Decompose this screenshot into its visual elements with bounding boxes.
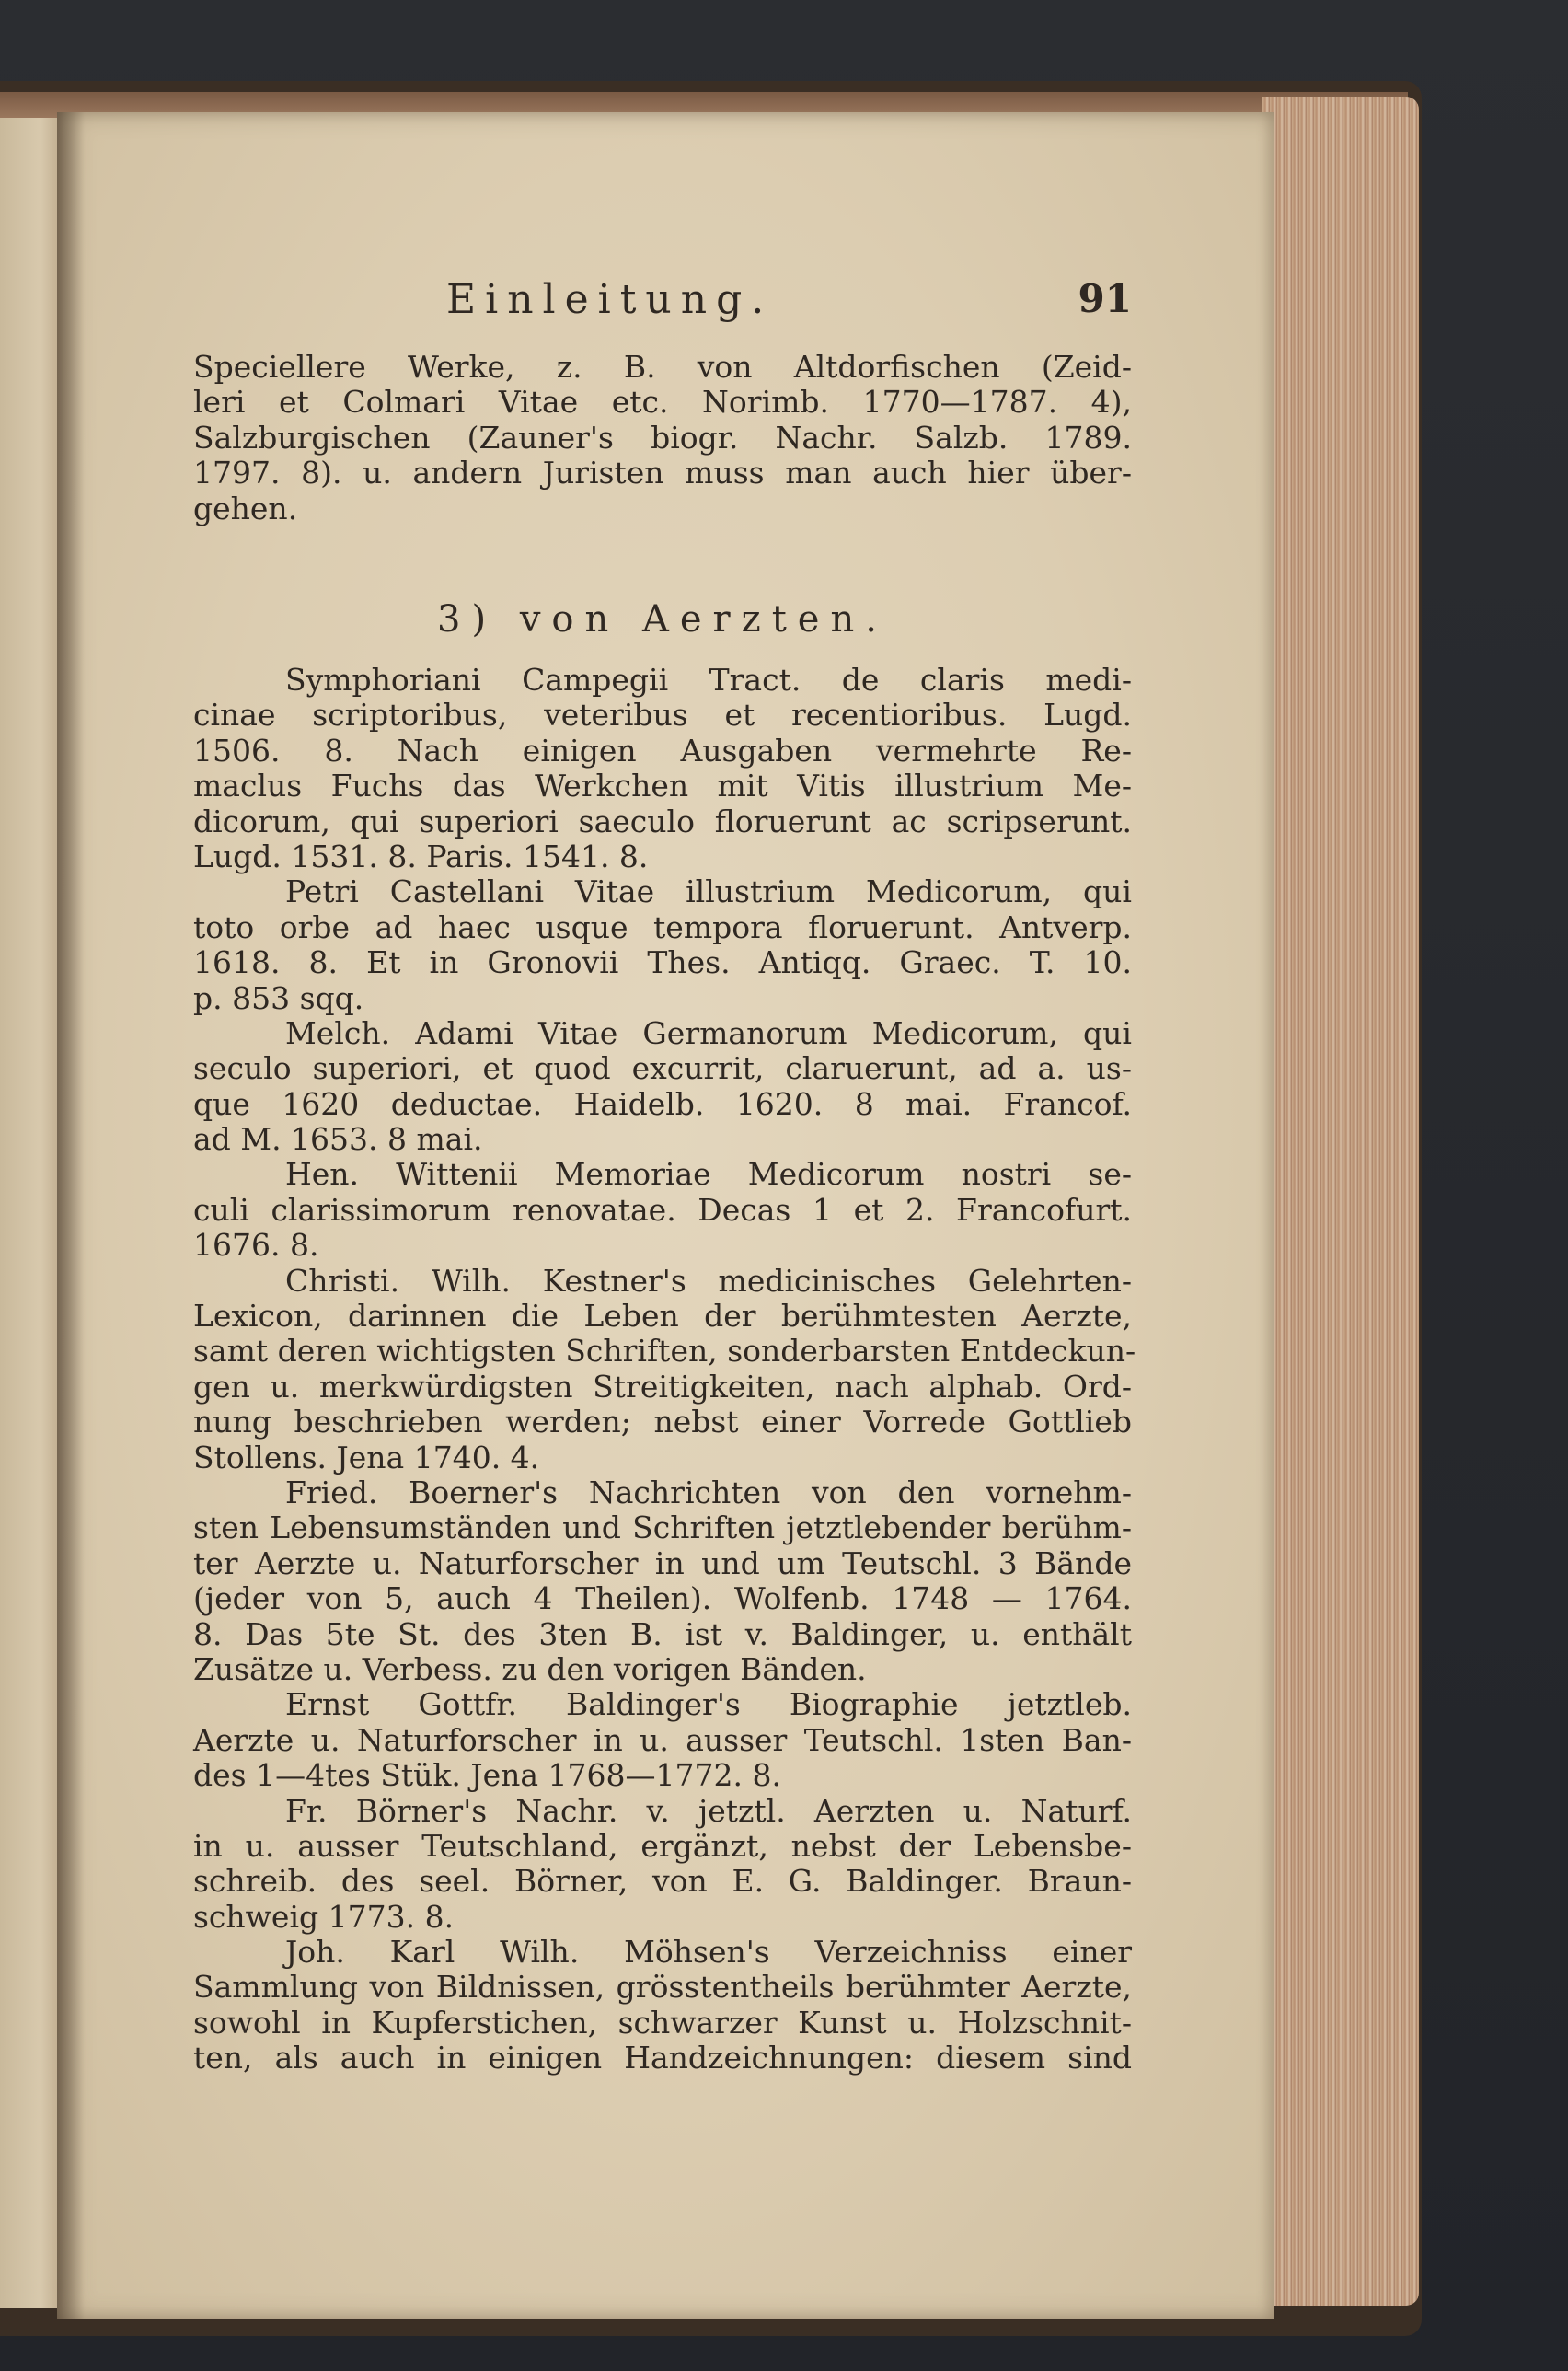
text-line: Stollens. Jena 1740. 4.: [193, 1439, 540, 1475]
text-line: leri et Colmari Vitae etc. Norimb. 1770—1787. 4),: [193, 384, 1132, 421]
text-line: ter Aerzte u. Naturforscher in und um Teutschl. 3 Bände: [193, 1544, 1132, 1581]
entry-first-line: Christi. Wilh. Kestner's medicinisches Gelehrten-: [285, 1262, 1132, 1299]
text-line: gehen.: [193, 490, 298, 526]
text-line: schweig 1773. 8.: [193, 1898, 455, 1935]
text-line: cinae scriptoribus, veteribus et recentioribus. Lugd.: [193, 697, 1132, 734]
text-line: p. 853 sqq.: [193, 979, 364, 1016]
text-line: schreib. des seel. Börner, von E. G. Baldinger. Braun-: [193, 1863, 1132, 1900]
text-line: ad M. 1653. 8 mai.: [193, 1121, 483, 1158]
section-heading: 3) von Aerzten.: [437, 598, 888, 641]
text-line: maclus Fuchs das Werkchen mit Vitis illustrium Me-: [193, 768, 1132, 804]
text-line: 8. Das 5te St. des 3ten B. ist v. Baldinger, u. enthält: [193, 1615, 1132, 1652]
entry-first-line: Ernst Gottfr. Baldinger's Biographie jetztleb.: [285, 1686, 1132, 1723]
text-line: Aerzte u. Naturforscher in u. ausser Teutschl. 1sten Ban-: [193, 1721, 1132, 1758]
entry-first-line: Hen. Wittenii Memoriae Medicorum nostri se-: [285, 1156, 1132, 1193]
text-line: 1618. 8. Et in Gronovii Thes. Antiqq. Graec. T. 10.: [193, 944, 1132, 981]
entry-first-line: Fried. Boerner's Nachrichten von den vornehm-: [285, 1474, 1132, 1510]
text-line: Zusätze u. Verbess. zu den vorigen Bänden.: [193, 1650, 867, 1687]
page-number: 91: [1078, 276, 1132, 321]
text-line: Speciellere Werke, z. B. von Altdorfischen (Zeid-: [193, 349, 1132, 385]
text-line: toto orbe ad haec usque tempora floruerunt. Antverp.: [193, 908, 1132, 945]
entry-first-line: Melch. Adami Vitae Germanorum Medicorum, qui: [285, 1014, 1132, 1051]
page-gutter-shadow: [57, 112, 85, 2319]
text-line: seculo superiori, et quod excurrit, claruerunt, ad a. us-: [193, 1050, 1132, 1087]
running-title: Einleitung.: [446, 276, 774, 323]
entry-first-line: Joh. Karl Wilh. Möhsen's Verzeichniss einer: [285, 1934, 1132, 1971]
text-line: nung beschrieben werden; nebst einer Vorrede Gottlieb: [193, 1404, 1132, 1440]
text-line: culi clarissimorum renovatae. Decas 1 et 2. Francofurt.: [193, 1191, 1132, 1228]
text-line: Salzburgischen (Zauner's biogr. Nachr. Salzb. 1789.: [193, 419, 1132, 456]
intro-paragraph: [193, 350, 1132, 526]
text-line: ten, als auch in einigen Handzeichnungen: diesem sind: [193, 2040, 1132, 2076]
text-line: dicorum, qui superiori saeculo floruerunt ac scripserunt.: [193, 803, 1132, 839]
text-line: des 1—4tes Stük. Jena 1768—1772. 8.: [193, 1757, 781, 1794]
entry-first-line: Symphoriani Campegii Tract. de claris medi-: [285, 662, 1132, 698]
text-line: 1797. 8). u. andern Juristen muss man auch hier über-: [193, 455, 1132, 492]
text-line: 1506. 8. Nach einigen Ausgaben vermehrte Re-: [193, 732, 1132, 769]
text-line: sten Lebensumständen und Schriften jetztlebender berühm-: [193, 1509, 1132, 1546]
text-line: in u. ausser Teutschland, ergänzt, nebst der Lebensbe-: [193, 1827, 1132, 1864]
text-line: Lugd. 1531. 8. Paris. 1541. 8.: [193, 838, 649, 874]
running-header: [193, 276, 1132, 324]
entry-first-line: Petri Castellani Vitae illustrium Medicorum, qui: [285, 873, 1132, 910]
text-line: gen u. merkwürdigsten Streitigkeiten, nach alphab. Ord-: [193, 1368, 1132, 1405]
text-line: Lexicon, darinnen die Leben der berühmtesten Aerzte,: [193, 1298, 1132, 1335]
text-line: (jeder von 5, auch 4 Theilen). Wolfenb. 1748 — 1764.: [193, 1580, 1132, 1617]
text-line: sowohl in Kupferstichen, schwarzer Kunst u. Holzschnit-: [193, 2004, 1132, 2041]
entries-list: [193, 662, 1136, 2076]
page-block-edges: [1262, 97, 1419, 2306]
text-line: Sammlung von Bildnissen, grösstentheils berühmter Aerzte,: [193, 1969, 1132, 2006]
text-line: que 1620 deductae. Haidelb. 1620. 8 mai. Francof.: [193, 1085, 1132, 1122]
text-line: samt deren wichtigsten Schriften, sonderbarsten Entdeckun-: [193, 1333, 1136, 1370]
text-line: 1676. 8.: [193, 1227, 319, 1264]
entry-first-line: Fr. Börner's Nachr. v. jetztl. Aerzten u. Naturf.: [285, 1792, 1132, 1829]
